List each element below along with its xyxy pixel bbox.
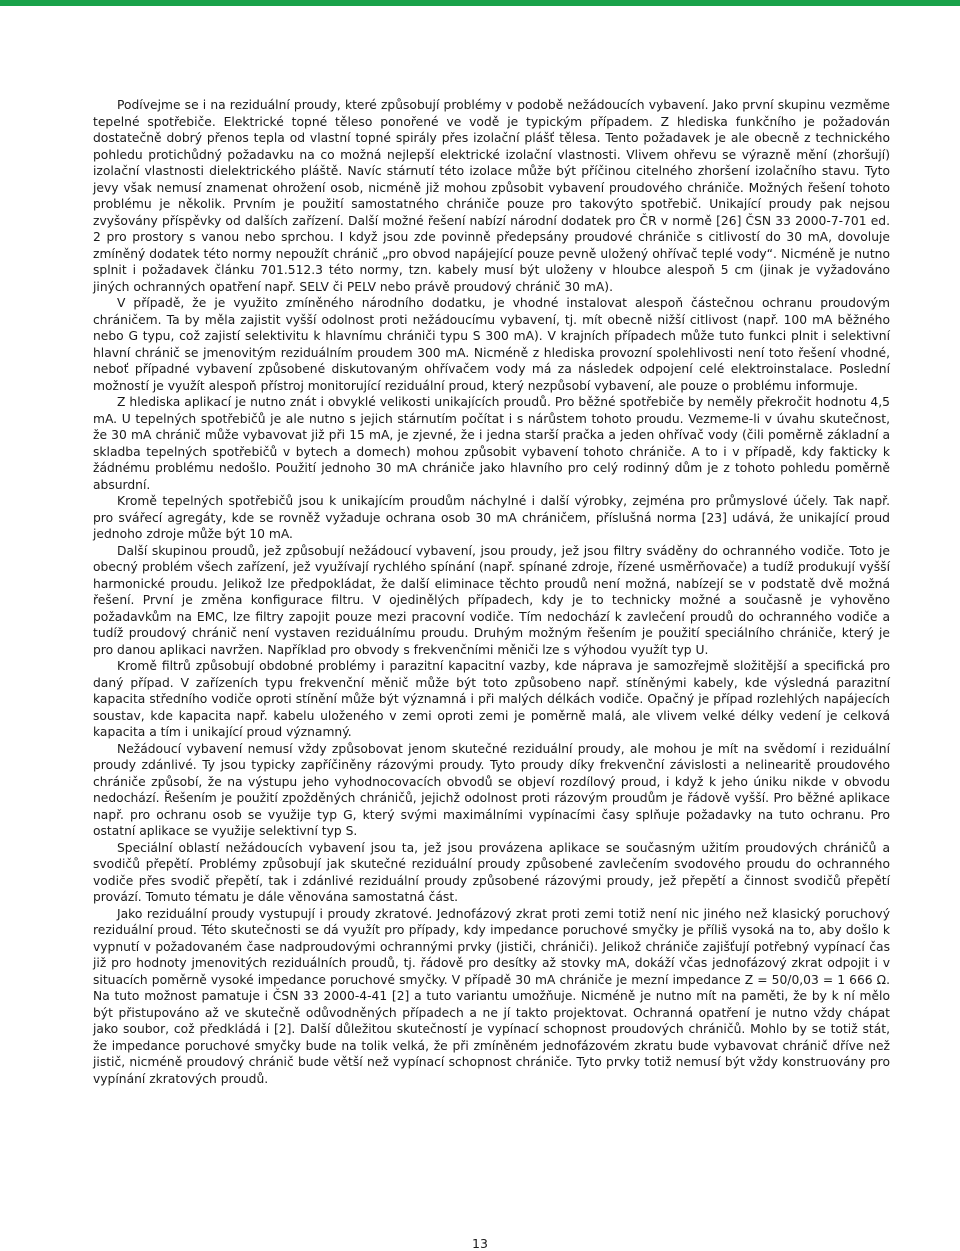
page-number: 13 <box>472 1236 488 1251</box>
paragraph: Kromě tepelných spotřebičů jsou k unikajícím proudům náchylné i další výrobky, zejména pro průmyslové účely. Tak např. pro svářecí agregáty, kde se rovněž vyžaduje ochrana osob 30 mA chráničem, příslušná norma [23] udává, že unikající proud jednoho zdroje může být 10 mA. <box>93 494 890 541</box>
top-accent-bar <box>0 0 960 6</box>
paragraph: V případě, že je využito zmíněného národního dodatku, je vhodné instalovat alespoň částečnou ochranu proudovým chráničem. Ta by měla zajistit vyšší odolnost proti nežádoucímu vybavení, tj. mít obecně nižší citlivost (např. 100 mA běžného nebo G typu, což zajistí selektivitu k hlavnímu chrániči typu S 300 mA). V krajních případech může tuto funkci plnit i selektivní hlavní chránič se jmenovitým reziduálním proudem 300 mA. Nicméně z hlediska provozní spolehlivosti není toto řešení vhodné, neboť případné vybavení způsobené diskutovaným ohřívačem vody má za následek odpojení celé elektroinstalace. Poslední možností je využít alespoň přístroj monitorující reziduální proud, který nezpůsobí vybavení, ale pouze o problému informuje. <box>93 296 890 393</box>
paragraph: Jako reziduální proudy vystupují i proudy zkratové. Jednofázový zkrat proti zemi totiž není nic jiného než klasický poruchový reziduální proud. Této skutečnosti se dá využít pro případy, kdy impedance poruchové smyčky je příliš vysoká na to, aby došlo k vypnutí v požadovaném čase nadproudovými ochrannými prvky (jističi, chrániči). Jelikož chrániče zajišťují potřebný vypínací čas již pro hodnoty jmenovitých reziduálních proudů, tj. řádově pro desítky až stovky mA, dokáží včas jednofázový zkrat odpojit i v situacích poměrně vysoké impedance poruchové smyčky. V případě 30 mA chrániče je mezní impedance Z = 50/0,03 = 1 666 Ω. Na tuto možnost pamatuje i ČSN 33 2000-4-41 [2] a tuto variantu umožňuje. Nicméně je nutno mít na paměti, že by k ní mělo být přistupováno až ve skutečně odůvodněných případech a ne jí takto projektovat. Ochranná opatření je nutno vždy chápat jako soubor, což předkládá i [2]. Další důležitou skutečností je vypínací schopnost proudových chráničů. Mohlo by se totiž stát, že impedance poruchové smyčky bude na tolik velká, že při zmíněném jednofázovém zkratu bude vybavovat chránič dříve než jistič, nicméně proudový chránič bude větší než vypínací schopnost chrániče. Tyto prvky totiž nemusí být vždy konstruovány pro vypínání zkratových proudů. <box>93 906 890 1086</box>
paragraph: Kromě filtrů způsobují obdobné problémy i parazitní kapacitní vazby, kde náprava je samozřejmě složitější a specifická pro daný případ. V zařízeních typu frekvenční měnič může být toto způsobeno např. stíněnými kabely, kde výsledná parazitní kapacita středního vodiče oproti stínění může být významná i při malých délkách vodiče. Opačný je případ rozlehlých napájecích soustav, kde kapacita např. kabelu uloženého v zemi oproti zemi je poměrně malá, ale vlivem velké délky vedení je celková kapacita a tím i unikající proud významný. <box>93 659 890 739</box>
paragraph: Nežádoucí vybavení nemusí vždy způsobovat jenom skutečné reziduální proudy, ale mohou je mít na svědomí i reziduální proudy zdánlivé. Ty jsou typicky zapříčiněny rázovými proudy. Tyto proudy díky frekvenční závislosti a nelinearitě proudového chrániče způsobí, že na výstupu jeho vyhodnocovacích obvodů se objeví rozdílový proud, i když k jeho úniku nikde v obvodu nedochází. Řešením je použití zpožděných chráničů, jejichž odolnost proti rázovým proudům je řádově vyšší. Pro běžné aplikace např. pro ochranu osob se využije typ G, který svými maximálními vypínacími časy splňuje požadavky na tuto ochranu. Pro ostatní aplikace se využije selektivní typ S. <box>93 741 890 838</box>
paragraph: Další skupinou proudů, jež způsobují nežádoucí vybavení, jsou proudy, jež jsou filtry sváděny do ochranného vodiče. Toto je obecný problém všech zařízení, jež využívají rychlého spínání (např. spínané zdroje, řízené usměrňovače) a tudíž produkují vyšší harmonické proudu. Jelikož lze předpokládat, že další eliminace těchto proudů není možná, nabízejí se v podstatě dvě možná řešení. První je změna konfigurace filtru. V ojedinělých případech, kdy je to technicky možné a současně je vyhověno požadavkům na EMC, lze filtry zapojit pouze mezi pracovní vodiče. Tím nedochází k zavlečení proudů do ochranného vodiče a tudíž proudový chránič není vystaven reziduálnímu proudu. Druhým možným řešením je použití speciálního chrániče, který je pro danou aplikaci navržen. Například pro obvody s frekvenčními měniči lze s výhodou využít typ U. <box>93 543 890 657</box>
paragraph: Z hlediska aplikací je nutno znát i obvyklé velikosti unikajících proudů. Pro běžné spotřebiče by neměly překročit hodnotu 4,5 mA. U tepelných spotřebičů je ale nutno s jejich stárnutím počítat i s nárůstem tohoto proudu. Vezmeme-li v úvahu skutečnost, že 30 mA chránič může vybavovat již při 15 mA, je zjevné, že i jedna starší pračka a jeden ohřívač vody (čili poměrně základní a skladba tepelných spotřebičů v bytech a domech) mohou způsobit vybavení tohoto chrániče. A to i v případě, kdy fakticky k žádnému problému nedošlo. Použití jednoho 30 mA chrániče jako hlavního pro celý rodinný dům je z tohoto pohledu poměrně absurdní. <box>93 395 890 492</box>
paragraph: Speciální oblastí nežádoucích vybavení jsou ta, jež jsou provázena aplikace se současným užitím proudových chráničů a svodičů přepětí. Problémy způsobují jak skutečné reziduální proudy způsobené zavlečením svodového proudu do ochranného vodiče přes svodič přepětí, tak i zdánlivé reziduální proudy způsobené rázovými proudy, jež přepětí a činnost svodičů přepětí provází. Tomuto tématu je dále věnována samostatná část. <box>93 840 890 904</box>
article-body <box>93 97 890 1087</box>
paragraph: Podívejme se i na reziduální proudy, které způsobují problémy v podobě nežádoucích vybavení. Jako první skupinu vezměme tepelné spotřebiče. Elektrické topné těleso ponořené ve vodě je typickým případem. Z hlediska funkčního je požadován dostatečně dobrý přenos tepla od vlastní topné spirály přes izolační plášť tělesa. Tento požadavek je ale obecně z technického pohledu protichůdný požadavku na co možná nejlepší elektrické izolační vlastnosti. Vlivem ohřevu se výrazně mění (zhoršují) izolační vlastnosti dielektrického pláště. Navíc stárnutí této izolace může být příčinou citelného zhoršení izolačního stavu. Tyto jevy však nemusí znamenat ohrožení osob, nicméně již mohou způsobit vybavení proudového chrániče. Možných řešení tohoto problému je několik. Prvním je použití samostatného chrániče pouze pro takovýto spotřebič. Unikající proudy pak nejsou zvyšovány příspěvky od dalších zařízení. Další možné řešení nabízí národní dodatek pro ČR v normě [26] ČSN 33 2000-7-701 ed. 2 pro prostory s vanou nebo sprchou. I když jsou zde povinně předepsány proudové chrániče s citlivostí do 30 mA, dovoluje zmíněný dodatek této normy nepoužít chránič „pro obvod napájející pouze pevně uložený ohřívač teplé vody“. Nicméně je nutno splnit i požadavek článku 701.512.3 této normy, tzn. kabely musí být uloženy v hloubce alespoň 5 cm (jinak je vyžadováno jiných ochranných opatření např. SELV či PELV nebo právě proudový chránič 30 mA). <box>93 98 890 294</box>
